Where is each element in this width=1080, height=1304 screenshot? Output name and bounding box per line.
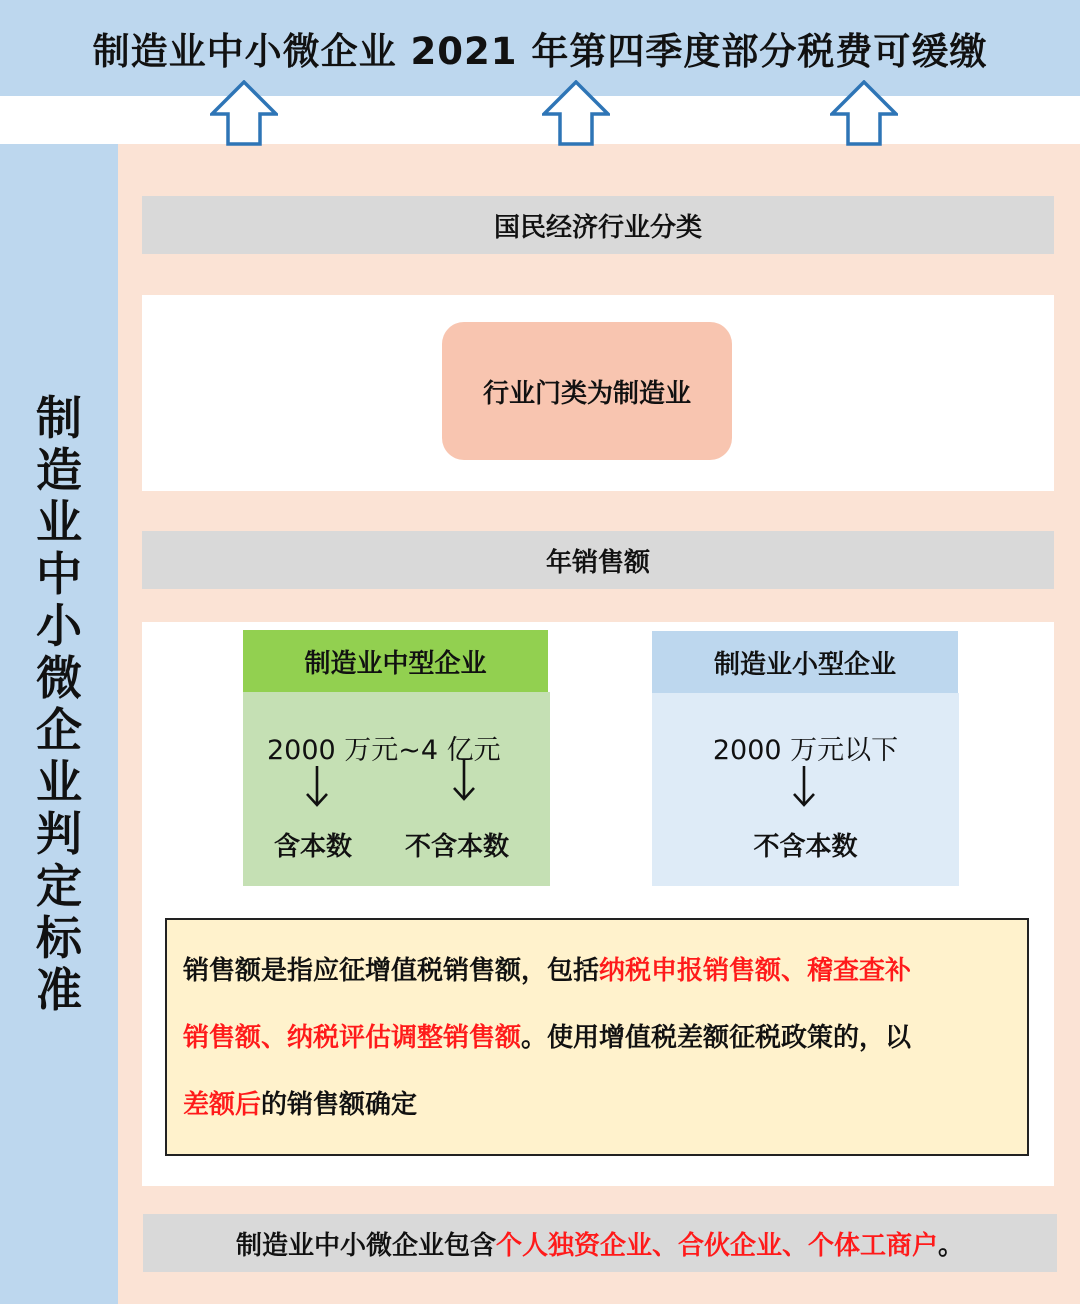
page-title: 制造业中小微企业 2021 年第四季度部分税费可缓缴 — [92, 30, 988, 73]
sales-definition-note — [165, 918, 1029, 1156]
sidebar-title-char: 业 — [36, 495, 82, 549]
small-sales-range: 2000 万元以下 — [712, 735, 899, 766]
footer-prefix: 制造业中小微企业包含 — [235, 1230, 496, 1261]
sidebar-title-char: 定 — [36, 859, 82, 913]
medium-enterprise-title: 制造业中型企业 — [304, 648, 487, 679]
note-highlight: 差额后 — [183, 1090, 262, 1120]
sidebar-title-char: 中 — [36, 547, 82, 601]
annual-sales-label: 年销售额 — [545, 547, 650, 578]
enterprise-scope-footer — [143, 1214, 1057, 1272]
medium-inclusive-tag: 含本数 — [274, 832, 353, 862]
small-exclusive-tag: 不含本数 — [753, 832, 858, 862]
down-arrow-icon — [451, 758, 477, 802]
small-enterprise-header — [652, 631, 958, 693]
sidebar-title-char: 微 — [36, 651, 82, 705]
sidebar-title-char: 制 — [36, 391, 82, 445]
medium-sales-range: 2000 万元~4 亿元 — [267, 735, 501, 766]
note-line-1: 销售额是指应征增值税销售额，包括纳税申报销售额、稽查查补 — [183, 956, 912, 986]
sidebar-title-char: 准 — [36, 963, 82, 1017]
sidebar-title-char: 判 — [36, 807, 82, 861]
up-arrow-icon — [210, 80, 278, 146]
manufacturing-category-label: 行业门类为制造业 — [482, 378, 691, 409]
sidebar-title-char: 标 — [36, 911, 82, 965]
medium-exclusive-tag: 不含本数 — [405, 832, 510, 862]
footer-suffix: 。 — [938, 1230, 965, 1261]
sidebar-title-char: 业 — [36, 755, 82, 809]
down-arrow-icon — [791, 764, 817, 808]
sidebar-title-char: 小 — [36, 599, 82, 653]
note-highlight: 销售额、纳税评估调整销售额 — [183, 1023, 522, 1053]
down-arrow-icon — [304, 764, 330, 808]
manufacturing-category-box — [442, 322, 732, 460]
page-title-banner — [0, 0, 1080, 96]
note-highlight: 纳税申报销售额、稽查查补 — [599, 956, 912, 986]
note-line-3: 差额后的销售额确定 — [183, 1090, 418, 1120]
footer-highlight: 个人独资企业、合伙企业、个体工商户 — [495, 1230, 938, 1261]
industry-classification-label: 国民经济行业分类 — [493, 212, 702, 243]
sidebar-title-char: 造 — [36, 443, 82, 497]
industry-classification-header — [142, 196, 1054, 254]
annual-sales-header — [142, 531, 1054, 589]
medium-enterprise-header — [243, 630, 548, 692]
up-arrow-icon — [830, 80, 898, 146]
up-arrow-icon — [542, 80, 610, 146]
small-enterprise-title: 制造业小型企业 — [713, 649, 896, 680]
note-line-2: 销售额、纳税评估调整销售额。使用增值税差额征税政策的，以 — [183, 1023, 912, 1053]
sidebar-title-char: 企 — [36, 703, 82, 757]
sidebar-title — [0, 392, 118, 1016]
